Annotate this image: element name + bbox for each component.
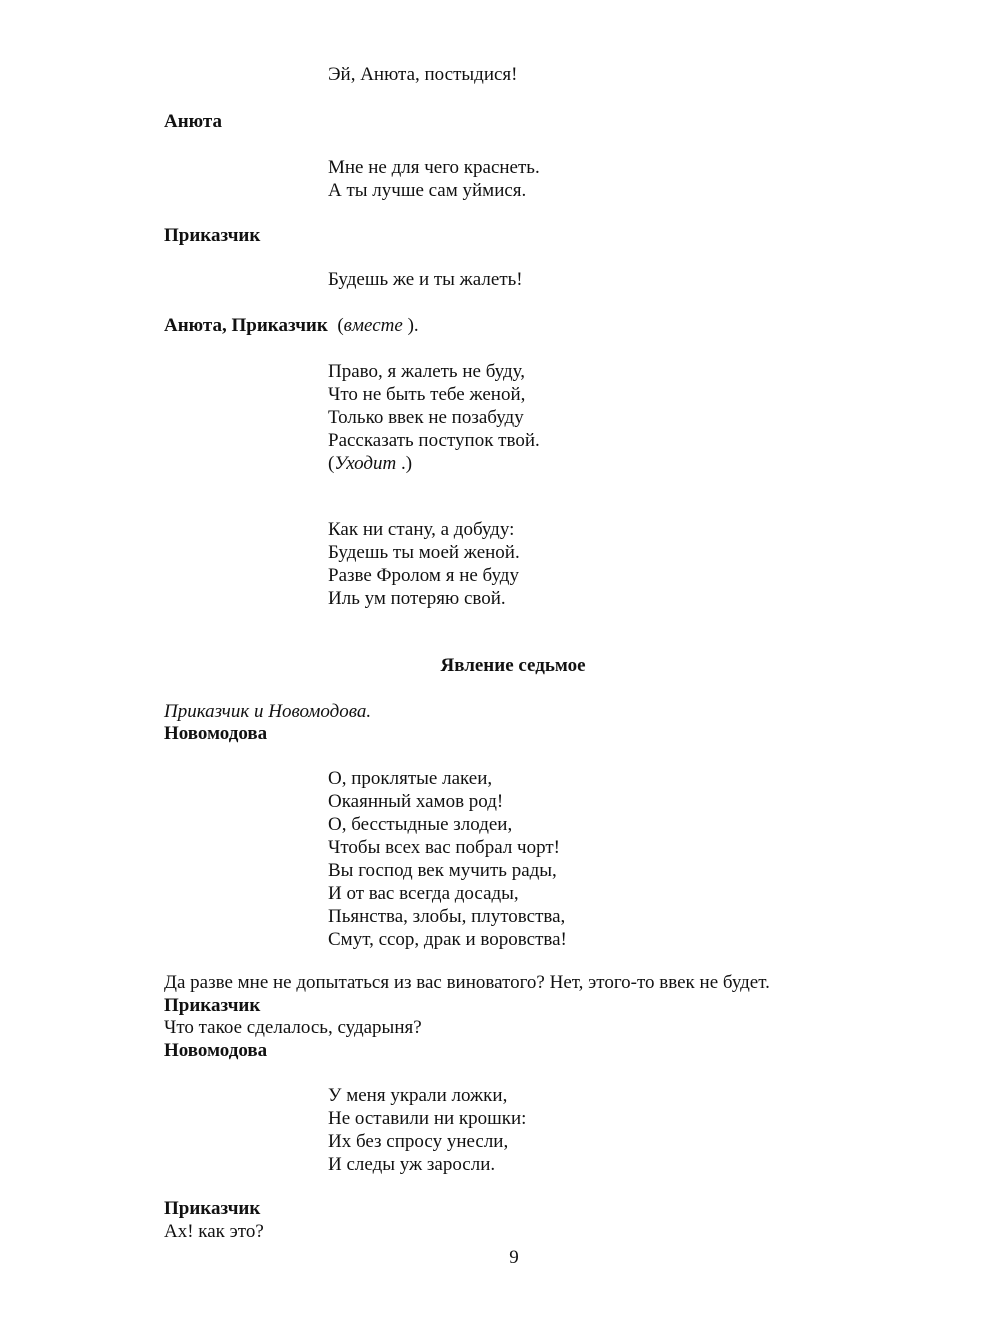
verse-line: Иль ум потеряю свой. [328, 588, 506, 609]
prose-line: Что такое сделалось, сударыня? [164, 1017, 422, 1038]
verse-line: Смут, ссор, драк и воровства! [328, 929, 567, 950]
verse-stanza [328, 518, 520, 610]
verse-stanza [328, 156, 540, 202]
scene-title: Явление седьмое [440, 655, 586, 676]
speaker-name: Анюта [164, 111, 223, 132]
page-number: 9 [509, 1247, 519, 1268]
speaker-name: Новомодова [164, 1040, 268, 1061]
verse-line: Как ни стану, а добуду: [328, 519, 515, 540]
verse-line: О, бесстыдные злодеи, [328, 814, 513, 835]
verse-line: Вы господ век мучить рады, [328, 860, 557, 881]
verse-stanza [328, 1084, 526, 1176]
verse-stanza [328, 360, 540, 475]
stage-direction: вместе [343, 315, 403, 336]
speaker-name: Приказчик [164, 1198, 261, 1219]
verse-line: Не оставили ни крошки: [328, 1108, 527, 1129]
verse-line: Окаянный хамов род! [328, 791, 504, 812]
stage-direction-line [328, 452, 540, 475]
verse-line: Их без спросу унесли, [328, 1131, 509, 1152]
verse-line: Чтобы всех вас побрал чорт! [328, 837, 560, 858]
verse-line: И от вас всегда досады, [328, 883, 519, 904]
verse-line: О, проклятые лакеи, [328, 768, 493, 789]
verse-stanza [328, 63, 518, 86]
stage-direction-open: ( [327, 315, 344, 336]
verse-line: А ты лучше сам уймися. [328, 180, 527, 201]
scene-cast: Приказчик и Новомодова. [164, 701, 372, 722]
speaker-name: Анюта, Приказчик [164, 315, 328, 336]
verse-line: Рассказать поступок твой. [328, 430, 540, 451]
stage-direction-close: .) [396, 453, 413, 474]
stage-direction-open: ( [328, 453, 335, 474]
prose-line: Ах! как это? [164, 1221, 264, 1242]
verse-stanza [328, 268, 523, 291]
verse-stanza [328, 767, 567, 951]
verse-line: Мне не для чего краснеть. [328, 157, 540, 178]
verse-line: Право, я жалеть не буду, [328, 361, 525, 382]
speaker-name: Приказчик [164, 225, 261, 246]
speaker-name: Приказчик [164, 995, 261, 1016]
prose-line: Да разве мне не допытаться из вас виноватого? Нет, этого-то ввек не будет. [164, 972, 770, 993]
verse-line: Будешь же и ты жалеть! [328, 269, 523, 290]
verse-line: Только ввек не позабуду [328, 407, 524, 428]
verse-line: У меня украли ложки, [328, 1085, 508, 1106]
stage-direction: Уходит [334, 453, 397, 474]
stage-direction-close: ). [402, 315, 419, 336]
speaker-line-together [164, 314, 419, 337]
verse-line: Эй, Анюта, постыдися! [328, 64, 518, 85]
verse-line: И следы уж заросли. [328, 1154, 496, 1175]
verse-line: Разве Фролом я не буду [328, 565, 519, 586]
verse-line: Что не быть тебе женой, [328, 384, 526, 405]
speaker-name: Новомодова [164, 723, 268, 744]
verse-line: Пьянства, злобы, плутовства, [328, 906, 566, 927]
verse-line: Будешь ты моей женой. [328, 542, 520, 563]
